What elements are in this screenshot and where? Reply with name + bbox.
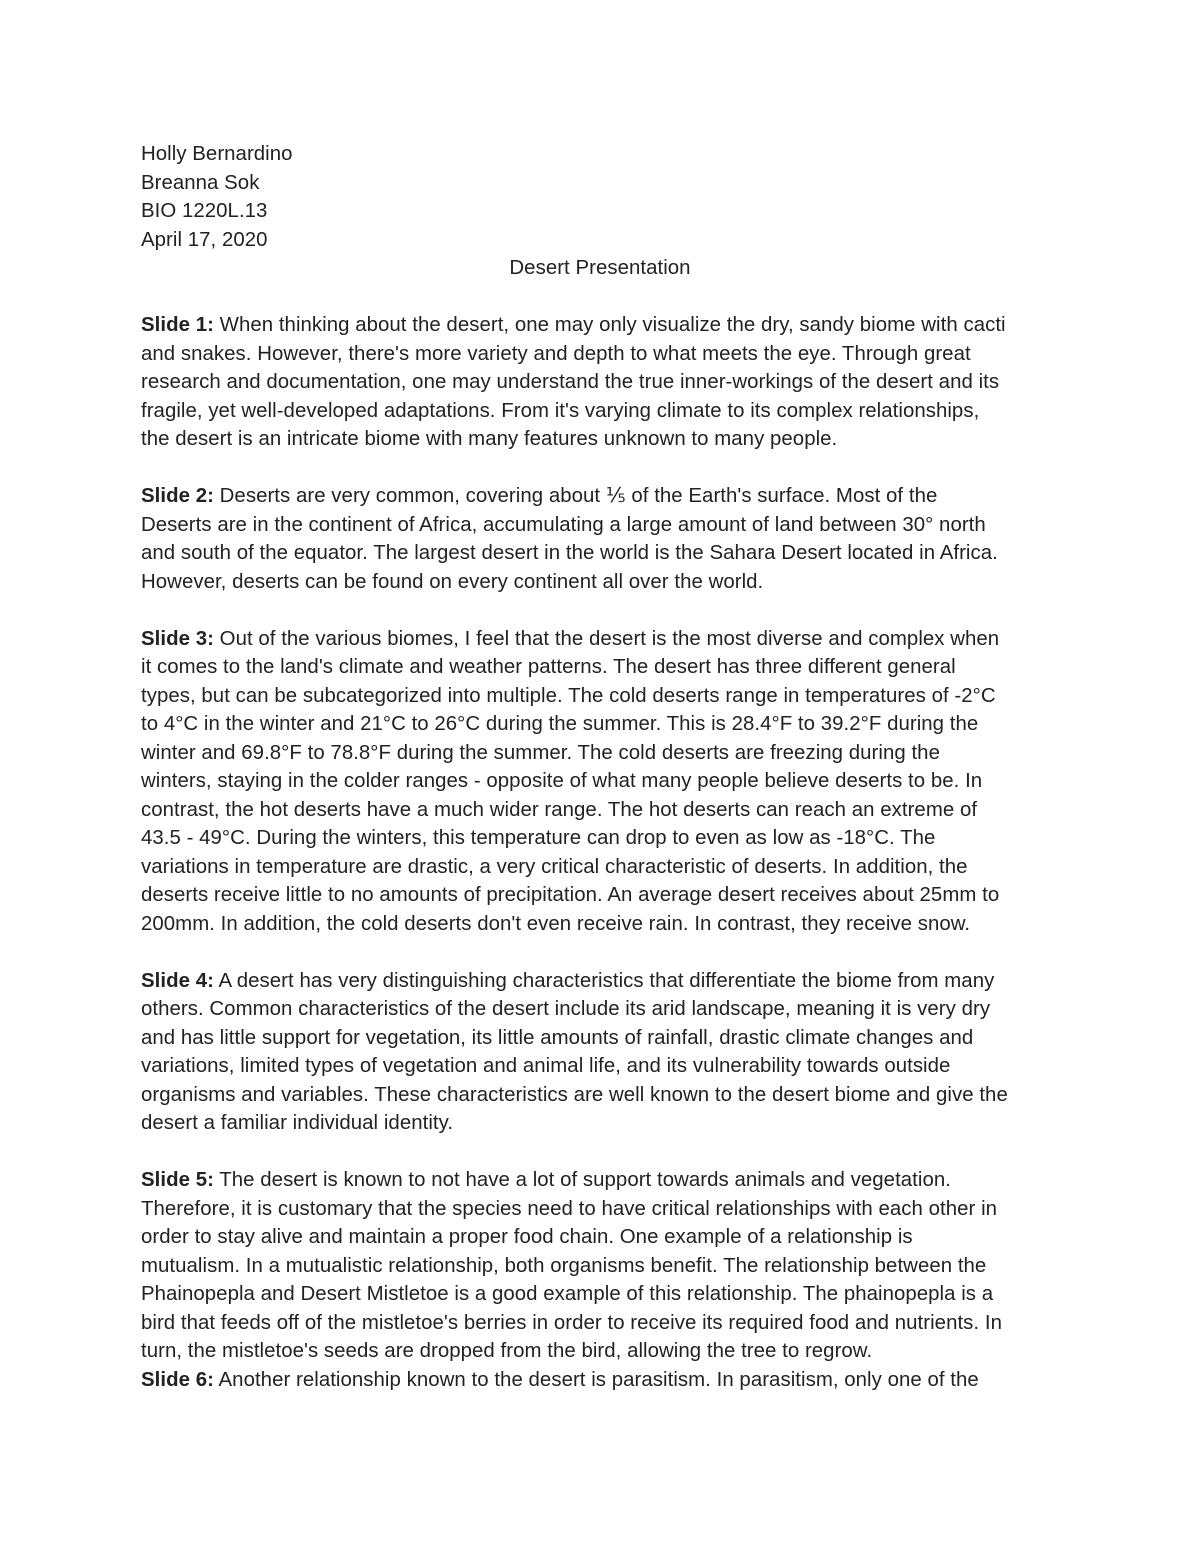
slide-6-line-1: Another relationship known to the desert is parasitism. In parasitism, only one of the (213, 1368, 979, 1391)
slide-2-paragraph (141, 482, 1059, 596)
slide-6-paragraph (141, 1366, 1059, 1395)
slide-3-line-3: types, but can be subcategorized into multiple. The cold deserts range in temperatures of -2°C (141, 684, 996, 707)
slide-3-label: Slide 3: (141, 627, 214, 650)
slide-5-line-6: bird that feeds off of the mistletoe's berries in order to receive its required food and nutrients. In (141, 1311, 1002, 1334)
slide-2-line-3: and south of the equator. The largest desert in the world is the Sahara Desert located in Africa. (141, 542, 998, 564)
slide-3-line-4: to 4°C in the winter and 21°C to 26°C during the summer. This is 28.4°F to 39.2°F during the (141, 713, 979, 735)
spacer (141, 454, 1059, 483)
slide-5-line-3: order to stay alive and maintain a proper food chain. One example of a relationship is (141, 1226, 913, 1248)
slide-5-line-5: Phainopepla and Desert Mistletoe is a good example of this relationship. The phainopepla is a (141, 1283, 994, 1305)
slide-4-line-3: and has little support for vegetation, its little amounts of rainfall, drastic climate changes and (141, 1026, 974, 1049)
slide-3-paragraph (141, 625, 1059, 939)
document-date: April 17, 2020 (141, 228, 268, 251)
slide-5-paragraph (141, 1166, 1059, 1366)
slide-2-line-1: Deserts are very common, covering about ⅕ of the Earth's surface. Most of the (213, 485, 938, 507)
slide-1-paragraph (141, 311, 1059, 454)
slide-3-line-8: 43.5 - 49°C. During the winters, this temperature can drop to even as low as -18°C. The (141, 827, 936, 849)
slide-1-line-3: research and documentation, one may understand the true inner-workings of the desert and its (141, 371, 1000, 393)
author-name-2: Breanna Sok (141, 171, 260, 194)
document-title: Desert Presentation (509, 257, 691, 279)
slide-4-line-4: variations, limited types of vegetation and animal life, and its vulnerability towards outside (141, 1055, 951, 1077)
slide-6-label: Slide 6: (141, 1368, 214, 1391)
slide-1-label: Slide 1: (141, 314, 214, 336)
slide-3-line-10: deserts receive little to no amounts of precipitation. An average desert receives about 25mm to (141, 884, 1000, 906)
slide-4-line-5: organisms and variables. These characteristics are well known to the desert biome and give the (141, 1083, 1008, 1106)
spacer (141, 283, 1059, 312)
author-name-1: Holly Bernardino (141, 143, 293, 165)
slide-2-label: Slide 2: (141, 485, 214, 507)
slide-3-line-7: contrast, the hot deserts have a much wider range. The hot deserts can reach an extreme of (141, 798, 978, 821)
slide-5-line-2: Therefore, it is customary that the species need to have critical relationships with each other in (141, 1197, 998, 1220)
slide-1-line-5: the desert is an intricate biome with many features unknown to many people. (141, 428, 838, 450)
slide-1-line-2: and snakes. However, there's more variety and depth to what meets the eye. Through great (141, 342, 971, 365)
slide-5-line-4: mutualism. In a mutualistic relationship, both organisms benefit. The relationship between the (141, 1254, 987, 1277)
course-code: BIO 1220L.13 (141, 200, 268, 222)
slide-2-line-2: Deserts are in the continent of Africa, accumulating a large amount of land between 30° north (141, 513, 986, 536)
spacer (141, 596, 1059, 625)
slide-5-line-1: The desert is known to not have a lot of support towards animals and vegetation. (213, 1169, 951, 1191)
slide-4-line-6: desert a familiar individual identity. (141, 1112, 454, 1134)
slide-5-label: Slide 5: (141, 1169, 214, 1191)
slide-3-line-6: winters, staying in the colder ranges - opposite of what many people believe deserts to be. In (141, 770, 983, 792)
slide-4-label: Slide 4: (141, 969, 214, 992)
slide-3-line-1: Out of the various biomes, I feel that the desert is the most diverse and complex when (213, 627, 1000, 650)
slide-3-line-11: 200mm. In addition, the cold deserts don't even receive rain. In contrast, they receive snow. (141, 912, 971, 935)
slide-4-paragraph (141, 967, 1059, 1138)
slide-3-line-9: variations in temperature are drastic, a very critical characteristic of deserts. In addition, the (141, 855, 968, 878)
slide-3-line-5: winter and 69.8°F to 78.8°F during the summer. The cold deserts are freezing during the (141, 741, 940, 764)
slide-2-line-4: However, deserts can be found on every continent all over the world. (141, 570, 764, 593)
slide-5-line-7: turn, the mistletoe's seeds are dropped from the bird, allowing the tree to regrow. (141, 1340, 873, 1362)
slide-4-line-2: others. Common characteristics of the desert include its arid landscape, meaning it is very dry (141, 998, 991, 1020)
slide-1-line-1: When thinking about the desert, one may only visualize the dry, sandy biome with cacti (213, 314, 1006, 336)
slide-1-line-4: fragile, yet well-developed adaptations. From it's varying climate to its complex relationships, (141, 399, 980, 422)
spacer (141, 1138, 1059, 1167)
document-page (141, 140, 1059, 1394)
slide-4-line-1: A desert has very distinguishing characteristics that differentiate the biome from many (213, 969, 995, 992)
spacer (141, 938, 1059, 967)
slide-3-line-2: it comes to the land's climate and weather patterns. The desert has three different general (141, 656, 956, 678)
